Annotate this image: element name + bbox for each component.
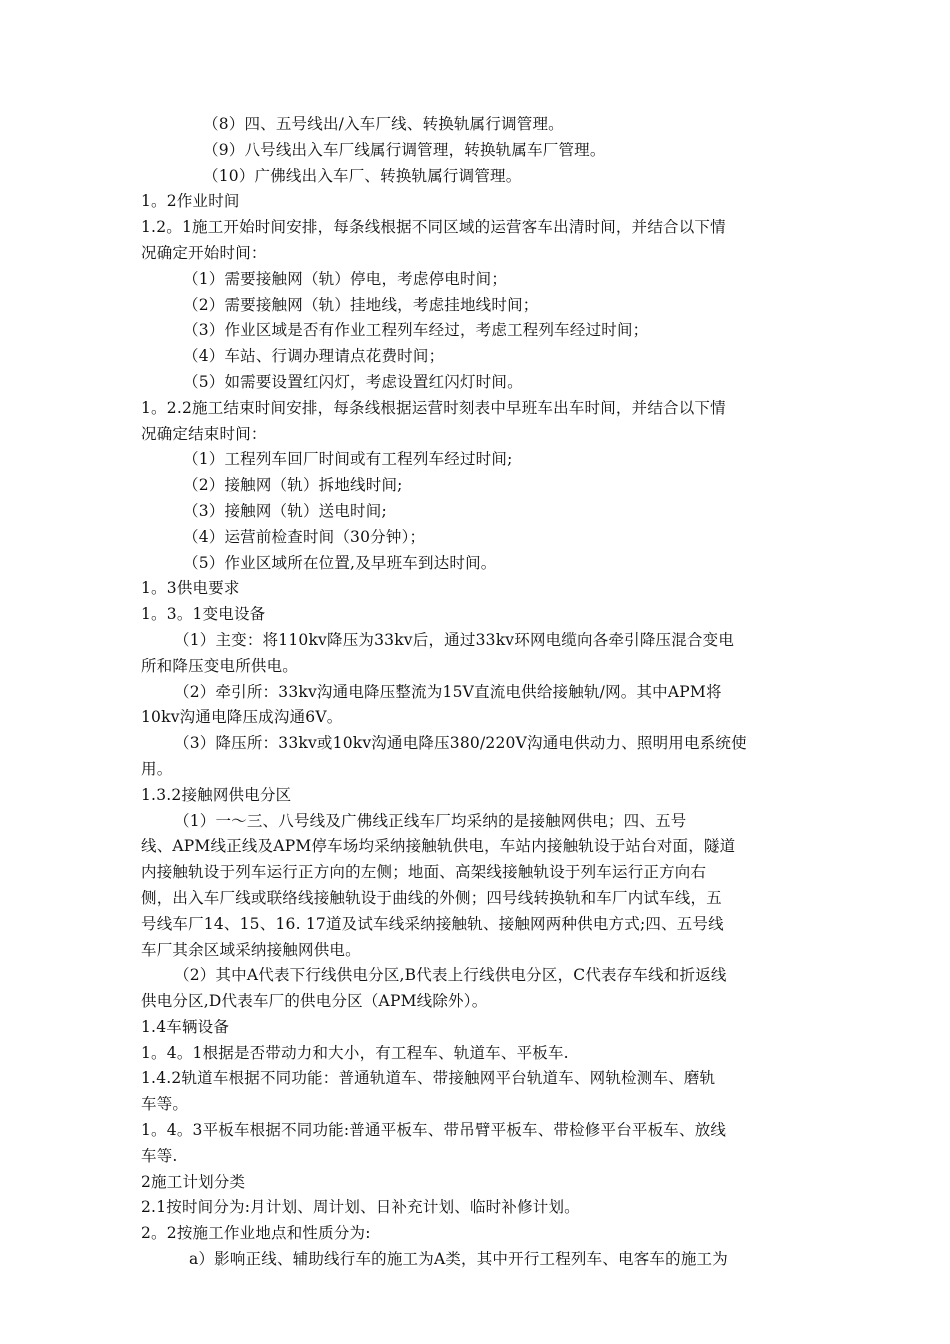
text-line: 1。3供电要求 xyxy=(141,579,240,598)
text-line: （1）主变：将110kv降压为33kv后，通过33kv环网电缆向各牵引降压混合变电 xyxy=(174,630,735,649)
text-line: （1）需要接触网（轨）停电，考虑停电时间； xyxy=(183,269,508,288)
text-line: 车等. xyxy=(141,1146,178,1165)
document-body xyxy=(141,112,821,1273)
text-line: （10）广佛线出入车厂、转换轨属行调管理。 xyxy=(203,166,522,185)
text-line: 1。3。1变电设备 xyxy=(141,605,266,624)
text-line: 号线车厂14、15、16. 17道及试车线采纳接触轨、接触网两种供电方式;四、五号线 xyxy=(141,914,724,933)
text-line: （2）其中A代表下行线供电分区,B代表上行线供电分区，C代表存车线和折返线 xyxy=(174,966,727,985)
text-line: 线、APM线正线及APM停车场均采纳接触轨供电，车站内接触轨设于站台对面，隧道 xyxy=(141,837,736,856)
text-line: 1.2。1施工开始时间安排，每条线根据不同区域的运营客车出清时间，并结合以下情 xyxy=(141,218,726,237)
text-line: 车等。 xyxy=(141,1095,189,1114)
text-line: （3）降压所：33kv或10kv沟通电降压380/220V沟通电供动力、照明用电系统使 xyxy=(174,734,747,753)
text-line: 车厂其余区域采纳接触网供电。 xyxy=(141,940,361,959)
text-line: （5）如需要设置红闪灯，考虑设置红闪灯时间。 xyxy=(183,372,523,391)
text-line: （4）运营前检查时间（30分钟）； xyxy=(183,527,426,546)
text-line: 2。2按施工作业地点和性质分为: xyxy=(141,1224,371,1243)
text-line: 用。 xyxy=(141,759,173,778)
text-line: 2施工计划分类 xyxy=(141,1172,246,1191)
text-line: （2）牵引所：33kv沟通电降压整流为15V直流电供给接触轨/网。其中APM将 xyxy=(174,682,722,701)
text-line: 侧，出入车厂线或联络线接触轨设于曲线的外侧；四号线转换轨和车厂内试车线，五 xyxy=(141,888,722,907)
text-line: （2）需要接触网（轨）挂地线，考虑挂地线时间； xyxy=(183,295,539,314)
text-line: 况确定开始时间： xyxy=(141,243,267,262)
text-line: （1）工程列车回厂时间或有工程列车经过时间; xyxy=(183,450,513,469)
text-line: 内接触轨设于列车运行正方向的左侧；地面、高架线接触轨设于列车运行正方向右 xyxy=(141,863,707,882)
text-line: 1.3.2接触网供电分区 xyxy=(141,785,292,804)
text-line: （2）接触网（轨）拆地线时间; xyxy=(183,476,403,495)
text-line: （1）一〜三、八号线及广佛线正线车厂均采纳的是接触网供电；四、五号 xyxy=(174,811,687,830)
text-line: 1。4。3平板车根据不同功能:普通平板车、带吊臂平板车、带检修平台平板车、放线 xyxy=(141,1121,727,1140)
text-line: （9）八号线出入车厂线属行调管理，转换轨属车厂管理。 xyxy=(203,140,606,159)
text-line: 1。4。1根据是否带动力和大小，有工程车、轨道车、平板车. xyxy=(141,1043,569,1062)
text-line: （3）接触网（轨）送电时间; xyxy=(183,501,387,520)
text-line: 1.4车辆设备 xyxy=(141,1017,230,1036)
text-line: 2.1按时间分为:月计划、周计划、日补充计划、临时补修计划。 xyxy=(141,1198,580,1217)
text-line: （3）作业区域是否有作业工程列车经过，考虑工程列车经过时间； xyxy=(183,321,649,340)
text-line: 1。2作业时间 xyxy=(141,192,240,211)
text-line: （5）作业区域所在位置,及早班车到达时间。 xyxy=(183,553,497,572)
text-line: 10kv沟通电降压成沟通6V。 xyxy=(141,708,343,727)
text-line: a）影响正线、辅助线行车的施工为A类，其中开行工程列车、电客车的施工为 xyxy=(189,1250,728,1269)
text-line: 供电分区,D代表车厂的供电分区（APM线除外）。 xyxy=(141,992,488,1011)
text-line: （4）车站、行调办理请点花费时间； xyxy=(183,347,445,366)
text-line: 所和降压变电所供电。 xyxy=(141,656,299,675)
text-line: 况确定结束时间： xyxy=(141,424,267,443)
text-line: 1.4.2轨道车根据不同功能：普通轨道车、带接触网平台轨道车、网轨检测车、磨轨 xyxy=(141,1069,716,1088)
text-line: （8）四、五号线出/入车厂线、转换轨属行调管理。 xyxy=(203,115,564,133)
text-line: 1。2.2施工结束时间安排，每条线根据运营时刻表中早班车出车时间，并结合以下情 xyxy=(141,398,726,417)
